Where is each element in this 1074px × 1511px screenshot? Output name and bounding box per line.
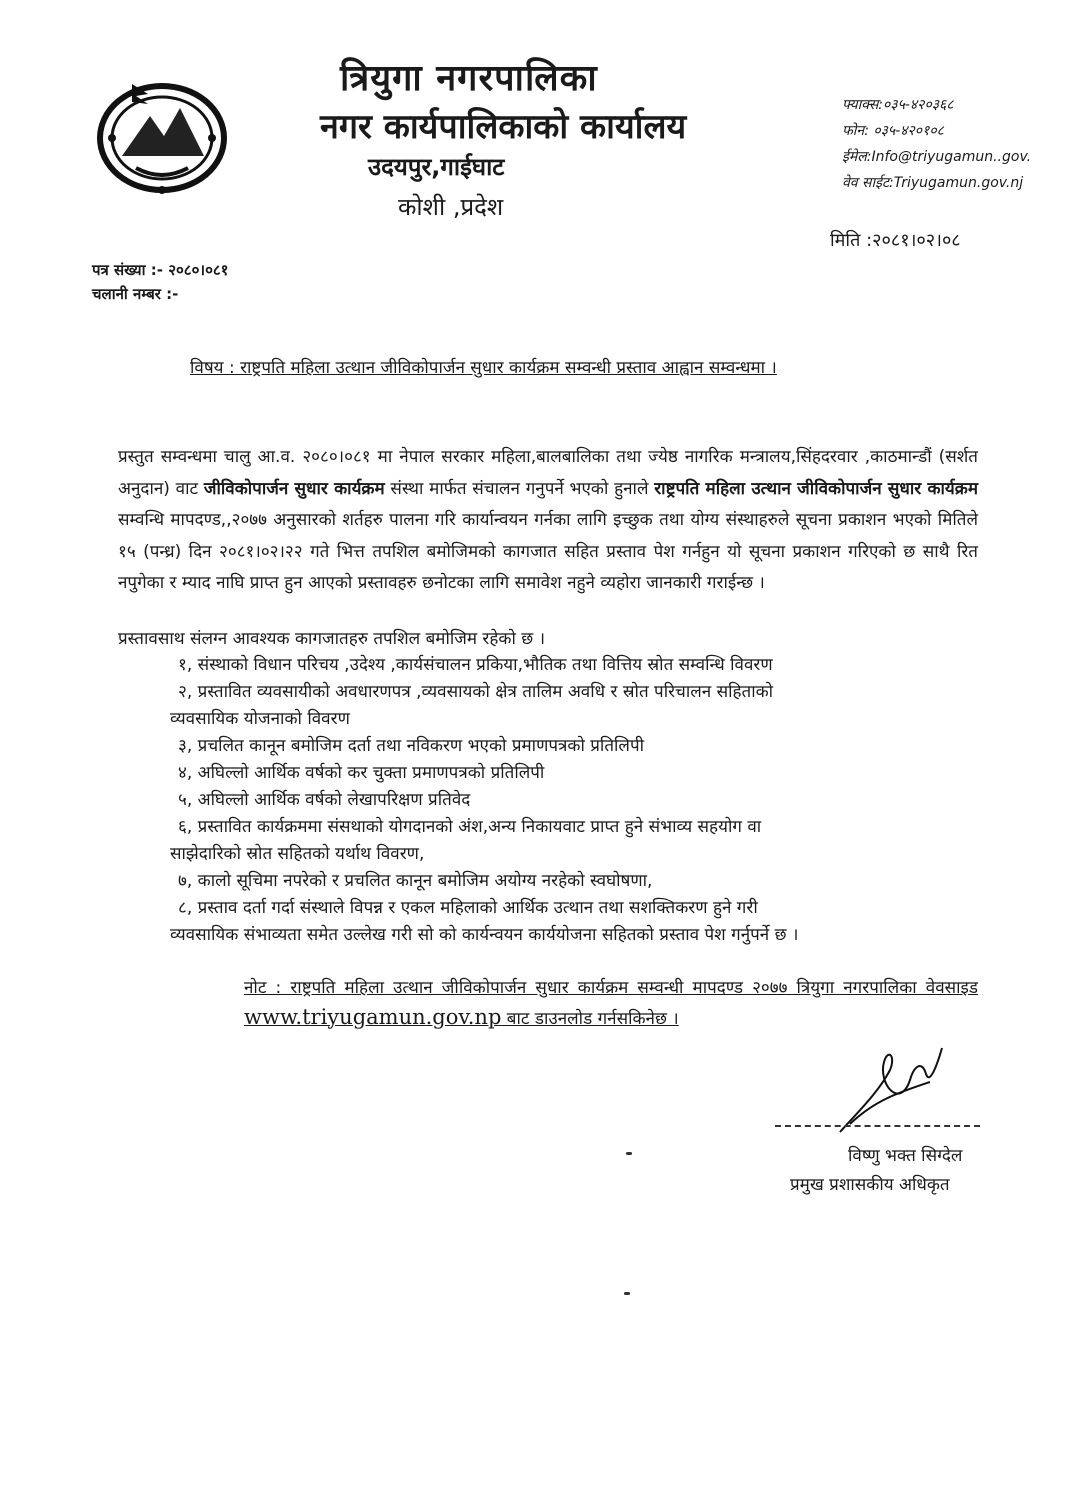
- note-paragraph: [244, 974, 978, 1034]
- body-text-3: सम्वन्धि मापदण्ड,,२०७७ अनुसारको शर्तहरु पालना गरि कार्यान्वयन गर्नका लागि इच्छुक तथा योग्य संस्थाहरुले सूचना प्रकाशन भएको मितिले १५ (पन्ध्र) दिन २०८१।०२।२२ गते भित्त तपशिल बमोजिमको कागजात सहित प्रस्ताव पेश गर्नहुन यो सूचना प्रकाशन गरिएको छ साथै रित नपुगेका र म्याद नाघि प्राप्त हुन आएको प्रस्तावहरु छनोटका लागि समावेश नहुने व्यहोरा जानकारी गराईन्छ ।: [118, 510, 978, 593]
- fax-number: फ्याक्स:०३५-४२०३६८: [842, 97, 954, 113]
- attachments-intro: प्रस्तावसाथ संलग्न आवश्यक कागजातहरु तपशिल बमोजिम रहेको छ ।: [118, 629, 546, 649]
- letter-date: मिति :२०८१।०२।०८: [830, 230, 961, 251]
- body-text-2: संस्था मार्फत संचालन गनुपर्ने भएको हुनाले: [384, 478, 655, 499]
- office-name: त्रियुगा नगरपालिका: [340, 58, 598, 99]
- list-item: ३, प्रचलित कानून बमोजिम दर्ता तथा नविकरण भएको प्रमाणपत्रको प्रतिलिपी: [178, 736, 645, 756]
- signatory-name: विष्णु भक्त सिग्देल: [848, 1146, 963, 1166]
- signature-line: [775, 1125, 980, 1127]
- attachments-list: [170, 652, 978, 949]
- note-website-link[interactable]: www.triyugamun.gov.np: [244, 1005, 502, 1029]
- dispatch-number: चलानी नम्बर :-: [92, 285, 179, 303]
- phone-number: फोन: ०३५-४२०१०८: [842, 123, 944, 139]
- list-item-continuation: साझेदारिको स्रोत सहितको यर्थाथ विवरण,: [170, 844, 425, 864]
- list-item-continuation: व्यवसायिक संभाव्यता समेत उल्लेख गरी सो को कार्यन्वयन कार्ययोजना सहितको प्रस्ताव पेश गर्नुपर्ने छ ।: [170, 925, 799, 945]
- subject-line: विषय : राष्ट्रपति महिला उत्थान जीविकोपार्जन सुधार कार्यक्रम सम्वन्धी प्रस्ताव आह्वान सम्वन्धमा ।: [190, 358, 777, 378]
- municipality-emblem-icon: [92, 78, 232, 198]
- scan-speck: [624, 1292, 630, 1295]
- note-suffix: बाट डाउनलोड गर्नसकिनेछ ।: [501, 1009, 679, 1029]
- note-prefix: नोट : राष्ट्रपति महिला उत्थान जीविकोपार्जन सुधार कार्यक्रम सम्वन्धी मापदण्ड २०७७ त्रियुगा नगरपालिका वेवसाइड: [244, 978, 978, 998]
- list-item: २, प्रस्तावित व्यवसायीको अवधारणपत्र ,व्यवसायको क्षेत्र तालिम अवधि र स्रोत परिचालन सहिताको: [178, 682, 774, 702]
- office-province: कोशी ,प्रदेश: [398, 193, 504, 221]
- list-item: ८, प्रस्ताव दर्ता गर्दा संस्थाले विपन्न र एकल महिलाको आर्थिक उत्थान तथा सशक्तिकरण हुने गरी: [178, 898, 758, 918]
- scan-speck: [626, 1152, 632, 1155]
- list-item: १, संस्थाको विधान परिचय ,उदेश्य ,कार्यसंचालन प्रकिया,भौतिक तथा वित्तिय स्रोत सम्वन्धि विवरण: [178, 655, 773, 675]
- reference-block: [92, 258, 228, 306]
- list-item: ७, कालो सूचिमा नपरेको र प्रचलित कानून बमोजिम अयोग्य नरहेको स्वघोषणा,: [178, 871, 653, 891]
- website-address: वेव साईट:Triyugamun.gov.nj: [842, 175, 1024, 191]
- contact-block: [842, 92, 1031, 196]
- body-bold-1: जीविकोपार्जन सुधार कार्यक्रम: [203, 478, 385, 499]
- email-address: ईमेल:Info@triyugamun..gov.: [842, 149, 1032, 165]
- list-item: ६, प्रस्तावित कार्यक्रममा संसथाको योगदानको अंश,अन्य निकायवाट प्राप्त हुने संभाव्य सहयोग वा: [178, 817, 762, 837]
- list-item-continuation: व्यवसायिक योजनाको विवरण: [170, 709, 350, 729]
- office-subtitle: नगर कार्यपालिकाको कार्यालय: [320, 107, 687, 147]
- body-paragraph: [118, 442, 978, 600]
- letter-number: पत्र संख्या :- २०८०।०८१: [92, 261, 229, 279]
- body-text-1: प्रस्तुत सम्वन्धमा चालु आ.व. २०८०।०८१ मा नेपाल सरकार महिला,बालबालिका तथा ज्येष्ठ नागरिक मन्त्रालय,सिंहदरवार ,काठमान्डौं (सर्शत अनुदान) वाट: [118, 447, 978, 499]
- signatory-title: प्रमुख प्रशासकीय अधिकृत: [790, 1175, 950, 1195]
- office-address: उदयपुर,गाईघाट: [368, 153, 505, 181]
- body-bold-2: राष्ट्रपति महिला उत्थान जीविकोपार्जन सुधार कार्यक्रम: [654, 478, 978, 499]
- list-item: ५, अघिल्लो आर्थिक वर्षको लेखापरिक्षण प्रतिवेद: [178, 790, 471, 810]
- list-item: ४, अघिल्लो आर्थिक वर्षको कर चुक्ता प्रमाणपत्रको प्रतिलिपी: [178, 763, 545, 783]
